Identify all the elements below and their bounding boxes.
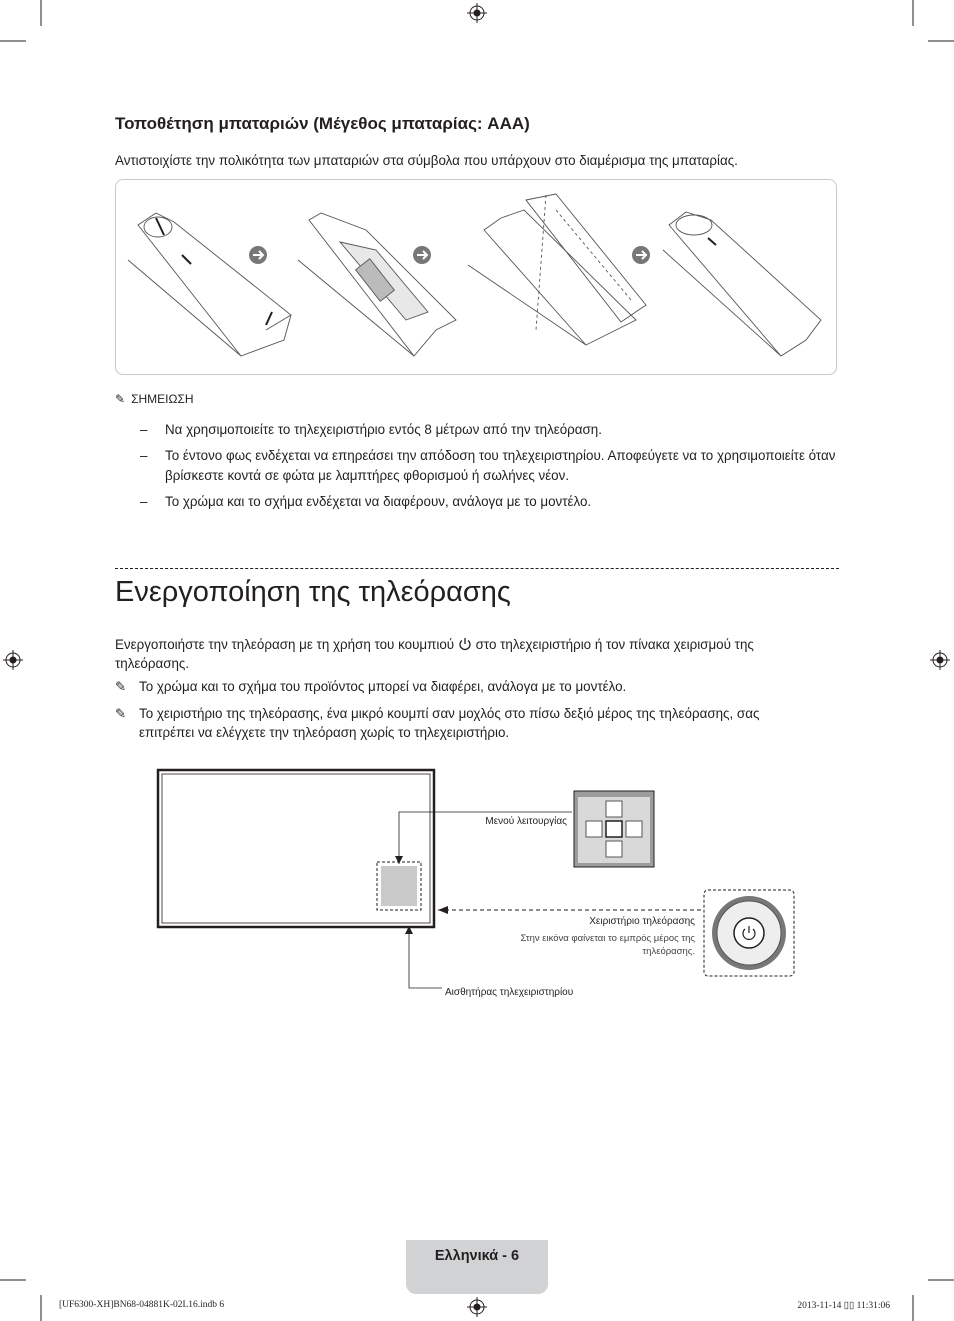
registration-mark-icon xyxy=(467,3,487,23)
power-heading: Ενεργοποίηση της τηλεόρασης xyxy=(115,576,511,608)
battery-illustration xyxy=(116,180,835,373)
note-label: ΣΗΜΕΙΩΣΗ xyxy=(131,392,194,406)
pencil-note-icon: ✎ xyxy=(115,679,127,694)
sensor-label: Αισθητήρας τηλεχειριστηρίου xyxy=(445,987,574,998)
arrow-right-circle-icon xyxy=(632,246,650,264)
pencil-note-icon: ✎ xyxy=(115,392,126,406)
arrow-right-circle-icon xyxy=(413,246,431,264)
power-note-2: ✎ Το χειριστήριο της τηλεόρασης, ένα μικρό κουμπί σαν μοχλός στο πίσω δεξιό μέρος της τηλεόρασης, σας επιτρέπει να ελέγχετε την τηλεόραση χωρίς το τηλεχειριστήριο. xyxy=(115,706,760,740)
power-paragraph: Ενεργοποιήστε την τηλεόραση με τη χρήση του κουμπιού στο τηλεχειριστήριο ή τον πίνακα χειρισμού της τηλεόρασης. xyxy=(115,637,754,671)
remote-step-4 xyxy=(663,212,821,356)
note-heading xyxy=(115,392,194,406)
power-icon xyxy=(458,637,472,651)
remote-step-3 xyxy=(468,194,646,345)
remote-step-2 xyxy=(298,213,456,356)
pencil-note-icon: ✎ xyxy=(115,706,127,721)
battery-figure xyxy=(115,179,837,375)
list-item: – Το έντονο φως ενδέχεται να επηρεάσει την απόδοση του τηλεχειριστηρίου. Αποφεύγετε να το χρησιμοποιείτε όταν βρίσκεστε κοντά σε φώτα με λαμπτήρες φθορισμού ή σωλήνες νέον. xyxy=(140,448,836,483)
registration-mark-icon xyxy=(3,650,23,670)
arrow-right-circle-icon xyxy=(249,246,267,264)
power-note-1: ✎ Το χρώμα και το σχήμα του προϊόντος μπορεί να διαφέρει, ανάλογα με το μοντέλο. xyxy=(115,679,627,694)
note-list xyxy=(140,420,840,518)
print-date-info: 2013-11-14 ▯▯ 11:31:06 xyxy=(797,1301,890,1311)
controller-label: Χειριστήριο τηλεόρασης xyxy=(589,916,695,927)
tv-diagram xyxy=(150,760,810,1010)
controller-note: Στην εικόνα φαίνεται το εμπρός μέρος της τηλεόρασης. xyxy=(520,933,695,957)
remote-step-1 xyxy=(128,213,291,356)
section-divider xyxy=(115,568,839,569)
battery-heading: Τοποθέτηση μπαταριών (Μέγεθος μπαταρίας: AAA) xyxy=(115,114,530,133)
page-number: Ελληνικά - 6 xyxy=(434,1248,520,1264)
list-item: – Το χρώμα και το σχήμα ενδέχεται να διαφέρουν, ανάλογα με το μοντέλο. xyxy=(140,494,592,509)
registration-mark-icon xyxy=(930,650,950,670)
battery-intro: Αντιστοιχίστε την πολικότητα των μπαταριών στα σύμβολα που υπάρχουν στο διαμέρισμα της μπαταρίας. xyxy=(115,153,738,168)
function-menu-label: Μενού λειτουργίας xyxy=(485,816,567,827)
print-file-info: [UF6300-XH]BN68-04881K-02L16.indb 6 xyxy=(59,1300,225,1310)
list-item: – Να χρησιμοποιείτε το τηλεχειριστήριο εντός 8 μέτρων από την τηλεόραση. xyxy=(140,422,602,437)
registration-mark-icon xyxy=(467,1297,487,1317)
